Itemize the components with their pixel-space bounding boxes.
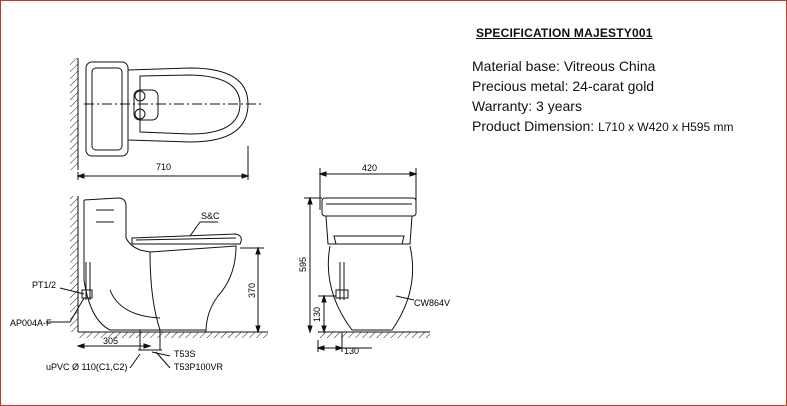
spec-value: Vitreous China: [563, 58, 656, 74]
side-view-bowl: [150, 246, 236, 332]
spec-label: Warranty:: [472, 98, 533, 114]
ap-label: AP004A-F: [10, 318, 52, 328]
height-370-label: 370: [247, 282, 257, 298]
front-view-floor-hatch: [318, 332, 430, 338]
spec-value: L710 x W420 x H595 mm: [598, 120, 734, 134]
spec-value: 24-carat gold: [572, 78, 655, 94]
spec-label: Precious metal:: [472, 78, 569, 94]
height-595-label: 595: [298, 256, 308, 272]
front-view-bowl: [328, 246, 412, 330]
side-view-wall-hatch: [70, 196, 78, 332]
sc-label: S&C: [201, 211, 220, 221]
spec-label: Product Dimension:: [472, 118, 595, 134]
pt-label: PT1/2: [32, 280, 57, 290]
spec-label: Material base:: [472, 58, 560, 74]
side-view: [46, 196, 268, 368]
front-view-lid: [322, 198, 416, 216]
cw-label: CW864V: [414, 298, 451, 308]
front-view: [304, 168, 430, 352]
spec-list: [472, 56, 772, 137]
top-view-bowl: [128, 68, 248, 142]
front-view-seat: [326, 216, 412, 244]
specification-panel: [472, 26, 772, 137]
spec-value: 3 years: [536, 98, 582, 114]
top-length-label: 710: [156, 162, 172, 172]
spec-row-warranty: [472, 96, 772, 116]
dim-305-label: 305: [103, 336, 119, 346]
dim-130-vertical-label: 130: [312, 306, 322, 322]
t53p-label: T53P100VR: [174, 362, 224, 372]
top-view-wall-hatch: [70, 58, 78, 170]
spec-row-metal: [472, 76, 772, 96]
spec-row-dimension: [472, 116, 772, 137]
upvc-label: uPVC Ø 110(C1,C2): [46, 362, 128, 372]
dim-130-horizontal-label: 130: [344, 346, 360, 356]
width-420-label: 420: [362, 163, 378, 173]
spec-row-material: [472, 56, 772, 76]
t53s-label: T53S: [174, 349, 196, 359]
spec-title: SPECIFICATION MAJESTY001: [476, 26, 653, 40]
